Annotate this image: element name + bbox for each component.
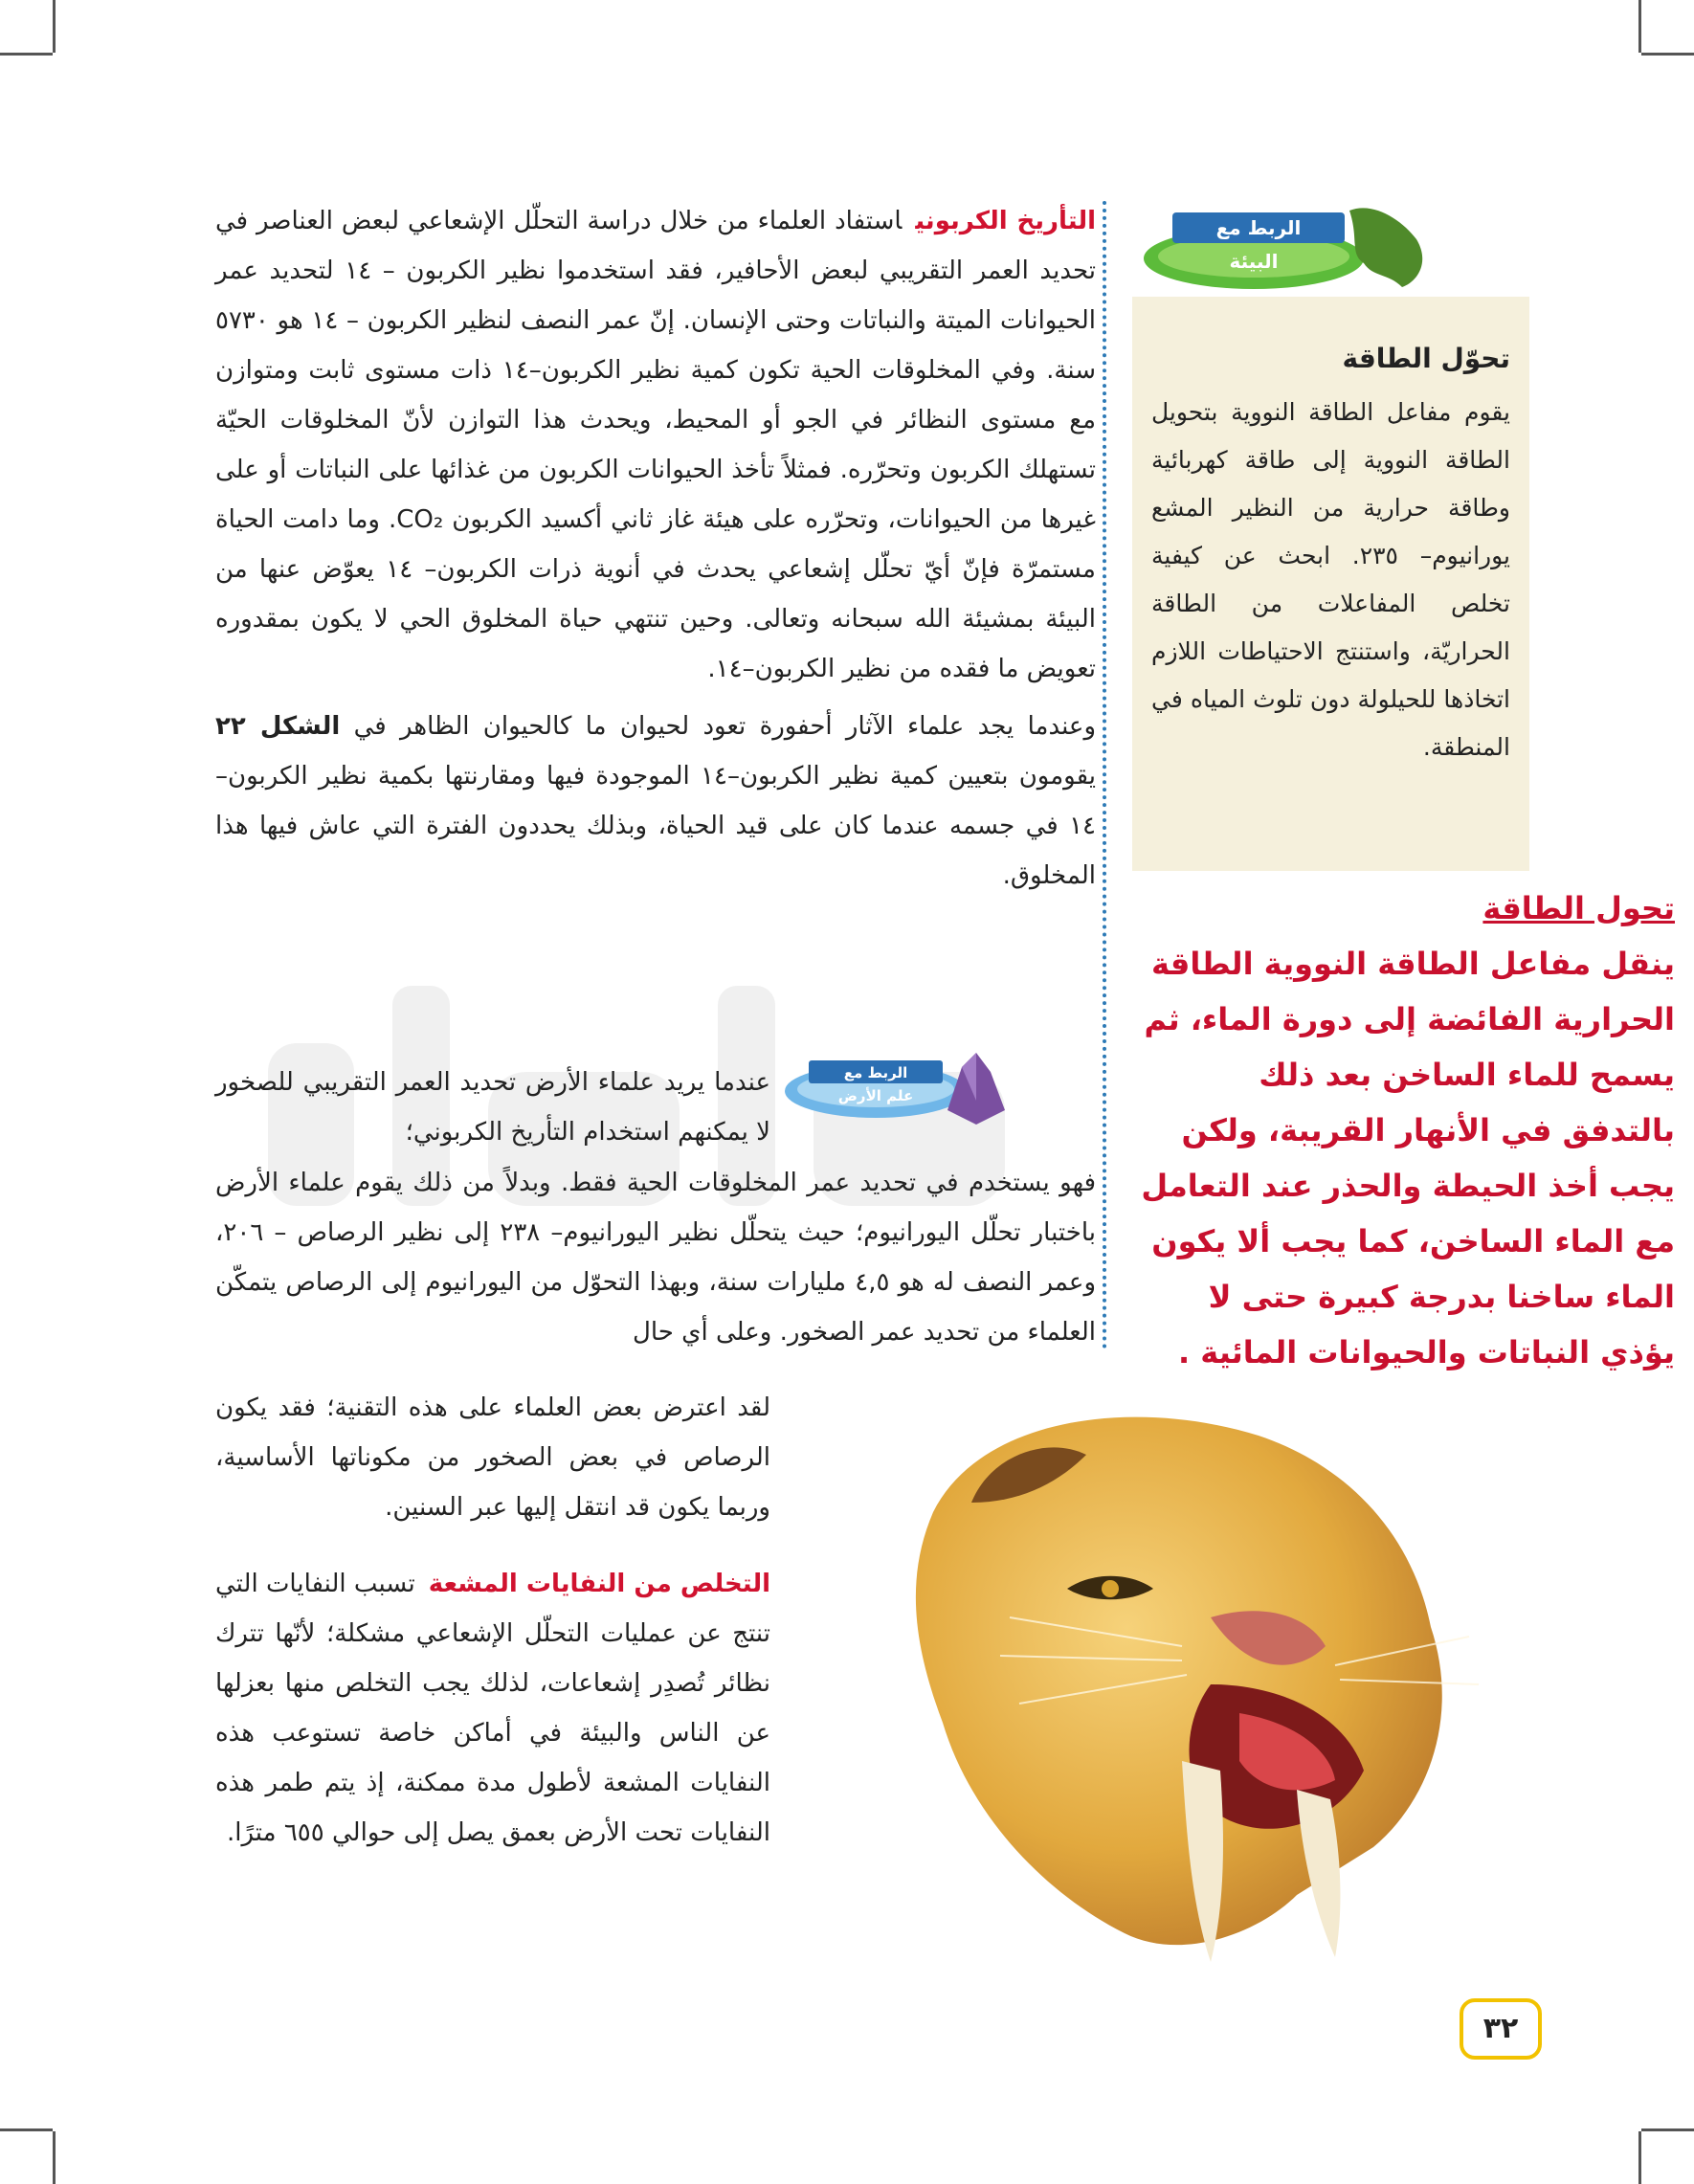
crop-mark	[1641, 2128, 1694, 2131]
earth-continuation: فهو يستخدم في تحديد عمر المخلوقات الحية فقط. وبدلاً من ذلك يقوم علماء الأرض باختبار تحلّل اليورانيوم؛ حيث يتحلّل نظير اليورانيوم– ٢٣٨ إلى نظير الرصاص – ٢٠٦، وعمر النصف له هو ٤,٥ مليارات سنة، وبهذا التحوّل من اليورانيوم إلى الرصاص يتمكّن العلماء من تحديد عمر الصخور. وعلى أي حال	[215, 1169, 1096, 1347]
waste-paragraph	[215, 1559, 770, 1858]
amethyst-crystal-icon	[947, 1053, 1005, 1125]
fossil-text-b: يقومون بتعيين كمية نظير الكربون–١٤ الموجودة فيها ومقارنتها بكمية نظير الكربون– ١٤ في جسمه عندما كان على قيد الحياة، وبذلك يحددون الفترة التي عاش فيها هذا المخلوق.	[215, 762, 1096, 890]
crop-mark	[1638, 2131, 1641, 2184]
column-divider	[1103, 201, 1106, 1349]
earth-science-badge	[785, 1043, 1010, 1129]
environment-sidebar	[1132, 297, 1529, 871]
environment-badge-line1: الربط مع	[1215, 216, 1302, 239]
crop-mark	[53, 2131, 56, 2184]
carbon-dating-text: استفاد العلماء من خلال دراسة التحلّل الإشعاعي لبعض العناصر في تحديد العمر التقريبي لبعض الأحافير، فقد استخدموا نظير الكربون – ١٤ لتحديد عمر الحيوانات الميتة والنباتات وحتى الإنسان. إنّ عمر النصف لنظير الكربون – ١٤ هو ٥٧٣٠ سنة. وفي المخلوقات الحية تكون كمية نظير الكربون–١٤ ذات مستوى ثابت ومتوازن مع مستوى النظائر في الجو أو المحيط، ويحدث هذا التوازن لأنّ المخلوقات الحيّة تستهلك الكربون وتحرّره. فمثلاً تأخذ الحيوانات الكربون من غذائها على النباتات أو على غيرها من الحيوانات، وتحرّره على هيئة غاز ثاني أكسيد الكربون CO₂. وما دامت الحياة مستمرّة فإنّ أيّ تحلّل إشعاعي يحدث في أنوية ذرات الكربون– ١٤ يعوّض عنها من البيئة بمشيئة الله سبحانه وتعالى. وحين تنتهي حياة المخلوق الحي لا يكون بمقدوره تعويض ما فقده من نظير الكربون–١٤.	[215, 207, 1097, 683]
answer-text: ينقل مفاعل الطاقة النووية الطاقة الحرارية الفائضة إلى دورة الماء، ثم يسمح للماء الساخن بعد ذلك بالتدفق في الأنهار القريبة، ولكن يجب أخذ الحيطة والحذر عند التعامل مع الماء الساخن، كما يجب ألا يكون الماء ساخنا بدرجة كبيرة حتى لا يؤذي النباتات والحيوانات المائية .	[1141, 946, 1675, 1371]
fossil-text-a: وعندما يجد علماء الآثار أحفورة تعود لحيوان ما كالحيوان الظاهر في	[353, 712, 1097, 741]
earth-end: لقد اعترض بعض العلماء على هذه التقنية؛ فقد يكون الرصاص في بعض الصخور من مكوناتها الأساسية، وربما يكون قد انتقل إليها عبر السنين.	[215, 1393, 770, 1522]
crop-mark	[0, 2128, 53, 2131]
carbon-dating-heading: التأريخ الكربوني	[915, 207, 1096, 235]
environment-badge	[1144, 191, 1431, 297]
main-column	[215, 196, 1096, 908]
figure-reference: الشكل ٢٢	[215, 712, 341, 741]
crop-mark	[1641, 53, 1694, 56]
sidebar-text: يقوم مفاعل الطاقة النووية بتحويل الطاقة النووية إلى طاقة كهربائية وطاقة حرارية من النظير المشع يورانيوم– ٢٣٥. ابحث عن كيفية تخلص المفاعلات من الطاقة الحراريّة، واستنتج الاحتياطات اللازم اتخاذها للحيلولة دون تلوث المياه في المنطقة.	[1151, 398, 1510, 761]
waste-heading: التخلص من النفايات المشعة	[428, 1570, 770, 1598]
carbon-dating-paragraph	[215, 196, 1096, 694]
waste-text: تسبب النفايات التي تنتج عن عمليات التحلّل الإشعاعي مشكلة؛ لأنّها تترك نظائر تُصدِر إشعاعات، لذلك يجب التخلص منها بعزلها عن الناس والبيئة في أماكن خاصة تستوعب هذه النفايات المشعة لأطول مدة ممكنة، إذ يتم طمر هذه النفايات تحت الأرض بعمق يصل إلى حوالي ٦٥٥ مترًا.	[215, 1570, 770, 1847]
crop-mark	[0, 53, 53, 56]
fossil-paragraph	[215, 702, 1096, 901]
oak-leaf-icon	[1349, 208, 1422, 287]
answer-block	[1139, 880, 1675, 1380]
page-number: ٣٢	[1460, 1998, 1542, 2060]
earth-badge-line2: علم الأرض	[837, 1087, 914, 1104]
earth-badge-line1: الربط مع	[843, 1064, 908, 1081]
sidebar-title: تحوّل الطاقة	[1342, 343, 1510, 374]
saber-tooth-tiger-illustration	[895, 1397, 1488, 1972]
earth-question: عندما يريد علماء الأرض تحديد العمر التقريبي للصخور لا يمكنهم استخدام التأريخ الكربوني؛	[215, 1068, 770, 1147]
crop-mark	[1638, 0, 1641, 53]
environment-badge-line2: البيئة	[1229, 250, 1279, 273]
crop-mark	[53, 0, 56, 53]
answer-title: تحول الطاقة	[1482, 890, 1675, 926]
lower-column	[215, 1383, 770, 1884]
